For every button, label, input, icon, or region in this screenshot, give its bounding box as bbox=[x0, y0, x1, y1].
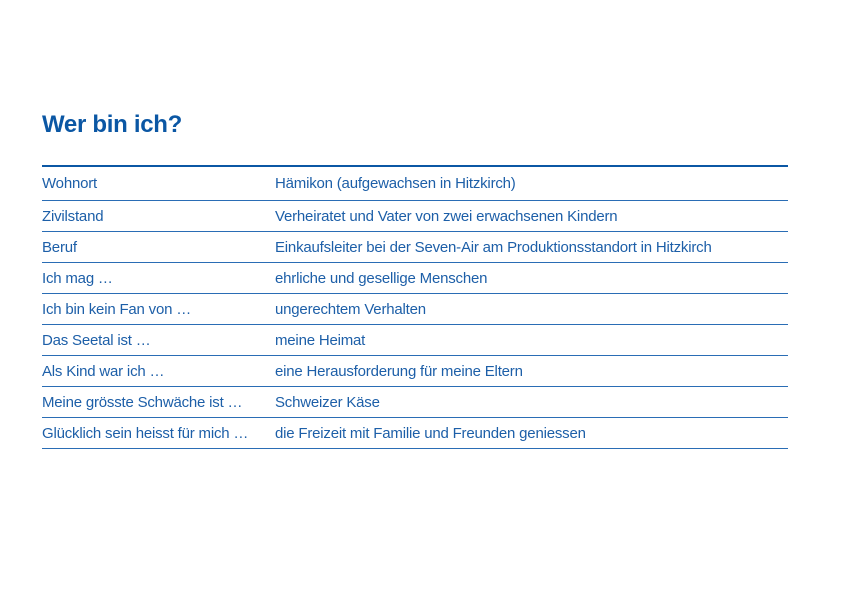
table-row bbox=[42, 387, 788, 418]
row-value: Einkaufsleiter bei der Seven-Air am Produktionsstandort in Hitzkirch bbox=[275, 238, 712, 256]
table-row bbox=[42, 201, 788, 232]
row-label: Ich bin kein Fan von … bbox=[42, 300, 192, 318]
row-value: meine Heimat bbox=[275, 331, 366, 349]
row-value: Schweizer Käse bbox=[275, 393, 380, 411]
row-value: Hämikon (aufgewachsen in Hitzkirch) bbox=[275, 175, 516, 192]
row-label: Wohnort bbox=[42, 175, 98, 192]
table-row bbox=[42, 356, 788, 387]
table-row bbox=[42, 263, 788, 294]
row-label: Als Kind war ich … bbox=[42, 362, 165, 380]
row-value: ungerechtem Verhalten bbox=[275, 300, 426, 318]
table-row bbox=[42, 294, 788, 325]
table-row bbox=[42, 418, 788, 449]
row-label: Das Seetal ist … bbox=[42, 331, 151, 349]
row-value: ehrliche und gesellige Menschen bbox=[275, 269, 488, 287]
row-label: Meine grösste Schwäche ist … bbox=[42, 393, 243, 411]
table-row bbox=[42, 325, 788, 356]
row-label: Beruf bbox=[42, 238, 77, 256]
row-label: Ich mag … bbox=[42, 269, 113, 287]
row-label: Glücklich sein heisst für mich … bbox=[42, 424, 249, 442]
row-value: die Freizeit mit Familie und Freunden geniessen bbox=[275, 424, 586, 442]
profile-table bbox=[42, 165, 788, 449]
row-value: eine Herausforderung für meine Eltern bbox=[275, 362, 523, 380]
row-value: Verheiratet und Vater von zwei erwachsenen Kindern bbox=[275, 207, 618, 225]
table-row bbox=[42, 167, 788, 201]
row-label: Zivilstand bbox=[42, 207, 104, 225]
table-row bbox=[42, 232, 788, 263]
page-title: Wer bin ich? bbox=[42, 111, 182, 138]
